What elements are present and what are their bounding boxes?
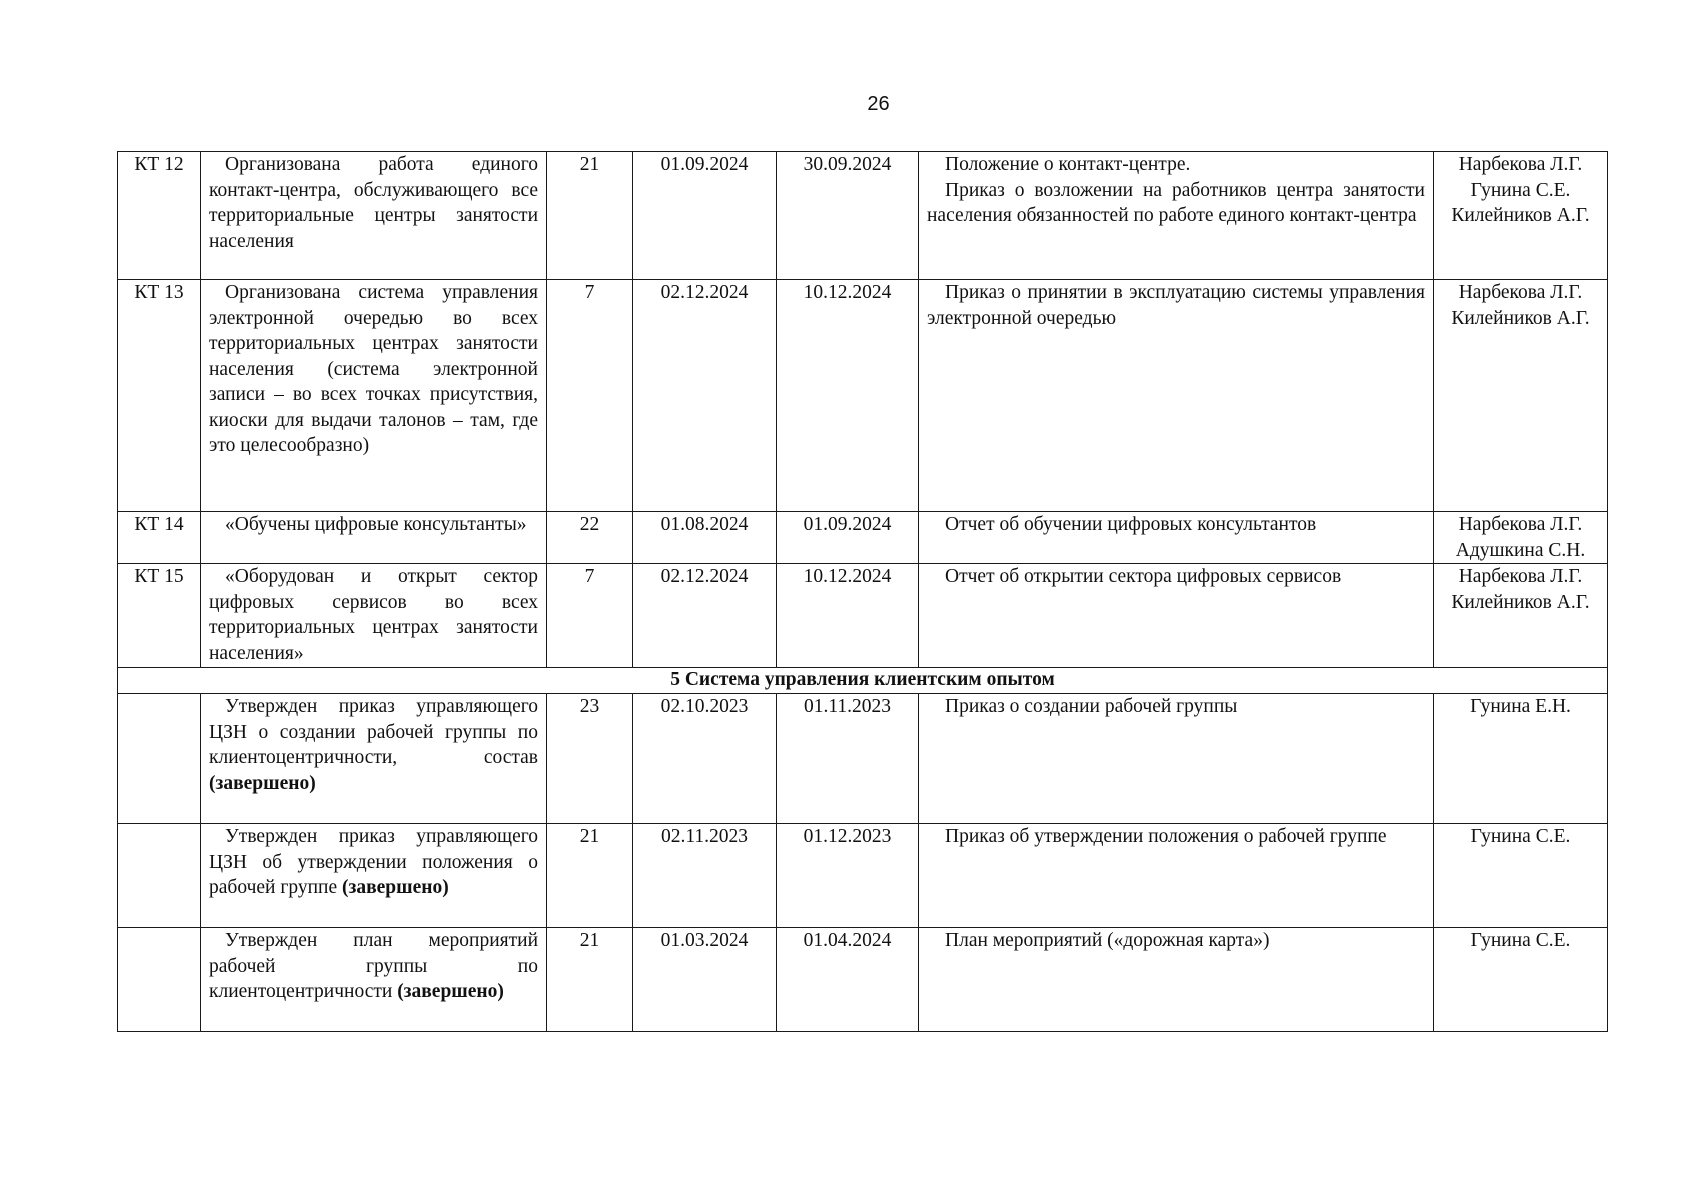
document-item: Приказ о принятии в эксплуатацию системы управления электронной очередью bbox=[927, 282, 1425, 329]
responsible-person: Гунина С.Е. bbox=[1470, 930, 1571, 951]
section-header-row bbox=[118, 668, 1608, 694]
checkpoint-code: КТ 13 bbox=[118, 280, 201, 512]
document-item: Отчет об открытии сектора цифровых сервисов bbox=[945, 566, 1342, 587]
document-item: Положение о контакт-центре. bbox=[945, 154, 1191, 175]
document-cell bbox=[919, 280, 1434, 512]
start-date: 02.10.2023 bbox=[633, 694, 777, 824]
task-description: Организована работа единого контакт-центра, обслуживающего все территориальные центры занятости населения bbox=[201, 152, 547, 280]
start-date: 01.03.2024 bbox=[633, 928, 777, 1032]
task-description: «Оборудован и открыт сектор цифровых сервисов во всех территориальных центрах занятости населения» bbox=[201, 564, 547, 668]
start-date: 02.12.2024 bbox=[633, 280, 777, 512]
table-row bbox=[118, 512, 1608, 564]
task-status: (завершено) bbox=[342, 877, 449, 898]
document-item: Приказ о создании рабочей группы bbox=[945, 696, 1238, 717]
responsible-cell bbox=[1434, 512, 1608, 564]
page-number: 26 bbox=[867, 93, 890, 115]
end-date: 01.04.2024 bbox=[777, 928, 919, 1032]
document-item: Приказ о возложении на работников центра занятости населения обязанностей по работе единого контакт-центра bbox=[927, 179, 1425, 226]
duration-days: 23 bbox=[547, 694, 633, 824]
task-description: Утвержден приказ управляющего ЦЗН о создании рабочей группы по клиентоцентричности, состав (завершено) bbox=[201, 694, 547, 824]
end-date: 10.12.2024 bbox=[777, 564, 919, 668]
task-description: Организована система управления электронной очередью во всех территориальных центрах занятости населения (система электронной записи – во всех точках присутствия, киоски для выдачи талонов – там, где это целесообразно) bbox=[201, 280, 547, 512]
section-title: 5 Система управления клиентским опытом bbox=[118, 668, 1608, 694]
table-row bbox=[118, 564, 1608, 668]
end-date: 01.09.2024 bbox=[777, 512, 919, 564]
responsible-person: Нарбекова Л.Г. bbox=[1458, 154, 1583, 175]
responsible-cell bbox=[1434, 824, 1608, 928]
duration-days: 21 bbox=[547, 152, 633, 280]
responsible-cell bbox=[1434, 280, 1608, 512]
document-item: План мероприятий («дорожная карта») bbox=[945, 930, 1270, 951]
task-description: «Обучены цифровые консультанты» bbox=[201, 512, 547, 564]
task-status: (завершено) bbox=[397, 981, 504, 1002]
start-date: 01.09.2024 bbox=[633, 152, 777, 280]
checkpoint-code bbox=[118, 694, 201, 824]
end-date: 01.11.2023 bbox=[777, 694, 919, 824]
table-row bbox=[118, 694, 1608, 824]
checkpoint-code: КТ 14 bbox=[118, 512, 201, 564]
task-description: Утвержден план мероприятий рабочей группы по клиентоцентричности (завершено) bbox=[201, 928, 547, 1032]
responsible-person: Нарбекова Л.Г. bbox=[1458, 514, 1583, 535]
responsible-person: Гунина С.Е. bbox=[1470, 826, 1571, 847]
duration-days: 21 bbox=[547, 928, 633, 1032]
duration-days: 7 bbox=[547, 564, 633, 668]
end-date: 10.12.2024 bbox=[777, 280, 919, 512]
responsible-person: Килейников А.Г. bbox=[1451, 205, 1590, 226]
responsible-cell bbox=[1434, 564, 1608, 668]
duration-days: 21 bbox=[547, 824, 633, 928]
responsible-person: Гунина Е.Н. bbox=[1470, 696, 1571, 717]
responsible-person: Гунина С.Е. bbox=[1470, 179, 1571, 201]
plan-table-body bbox=[118, 152, 1608, 1032]
document-cell bbox=[919, 512, 1434, 564]
table-row bbox=[118, 928, 1608, 1032]
start-date: 01.08.2024 bbox=[633, 512, 777, 564]
responsible-person: Нарбекова Л.Г. bbox=[1458, 566, 1583, 587]
responsible-cell bbox=[1434, 694, 1608, 824]
plan-table bbox=[117, 151, 1608, 1032]
end-date: 01.12.2023 bbox=[777, 824, 919, 928]
document-cell bbox=[919, 824, 1434, 928]
document-cell bbox=[919, 928, 1434, 1032]
checkpoint-code: КТ 12 bbox=[118, 152, 201, 280]
task-status: (завершено) bbox=[209, 772, 316, 794]
duration-days: 22 bbox=[547, 512, 633, 564]
table-row bbox=[118, 824, 1608, 928]
document-cell bbox=[919, 694, 1434, 824]
document-item: Приказ об утверждении положения о рабочей группе bbox=[945, 826, 1387, 847]
checkpoint-code bbox=[118, 824, 201, 928]
checkpoint-code bbox=[118, 928, 201, 1032]
table-row bbox=[118, 152, 1608, 280]
table-row bbox=[118, 280, 1608, 512]
document-cell bbox=[919, 152, 1434, 280]
duration-days: 7 bbox=[547, 280, 633, 512]
start-date: 02.12.2024 bbox=[633, 564, 777, 668]
responsible-person: Килейников А.Г. bbox=[1451, 591, 1590, 613]
end-date: 30.09.2024 bbox=[777, 152, 919, 280]
responsible-person: Адушкина С.Н. bbox=[1455, 539, 1586, 561]
responsible-cell bbox=[1434, 152, 1608, 280]
document-cell bbox=[919, 564, 1434, 668]
checkpoint-code: КТ 15 bbox=[118, 564, 201, 668]
start-date: 02.11.2023 bbox=[633, 824, 777, 928]
responsible-person: Нарбекова Л.Г. bbox=[1458, 282, 1583, 303]
responsible-person: Килейников А.Г. bbox=[1451, 307, 1590, 329]
document-item: Отчет об обучении цифровых консультантов bbox=[945, 514, 1317, 535]
responsible-cell bbox=[1434, 928, 1608, 1032]
task-description: Утвержден приказ управляющего ЦЗН об утверждении положения о рабочей группе (завершено) bbox=[201, 824, 547, 928]
